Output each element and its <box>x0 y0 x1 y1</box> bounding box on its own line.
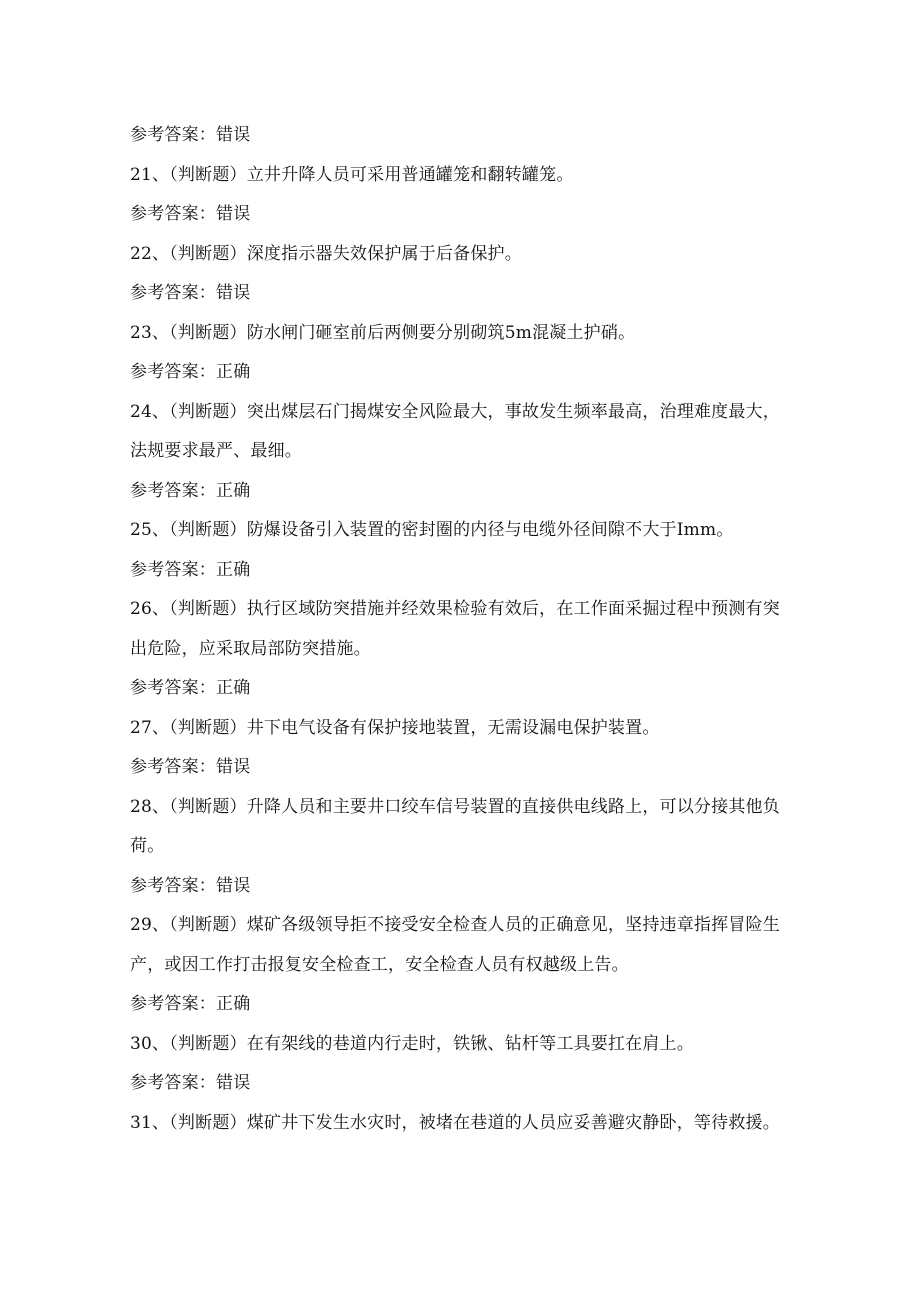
answer-line: 参考答案：错误 <box>130 283 251 303</box>
question-line: 22、（判断题）深度指示器失效保护属于后备保护。 <box>130 243 522 264</box>
question-line: 28、（判断题）升降人员和主要井口绞车信号装置的直接供电线路上，可以分接其他负荷。 <box>130 796 780 856</box>
question-line: 27、（判断题）井下电气设备有保护接地装置，无需设漏电保护装置。 <box>130 717 660 738</box>
answer-line: 参考答案：错误 <box>130 204 251 224</box>
question-line: 30、（判断题）在有架线的巷道内行走时，铁锹、钻杆等工具要扛在肩上。 <box>130 1033 694 1054</box>
answer-line: 参考答案：错误 <box>130 125 251 145</box>
answer-line: 参考答案：正确 <box>130 362 251 382</box>
answer-line: 参考答案：正确 <box>130 559 251 580</box>
question-line: 24、（判断题）突出煤层石门揭煤安全风险最大，事故发生频率最高，治理难度最大，法规要求最严、最细。 <box>130 401 780 461</box>
question-line: 26、（判断题）执行区域防突措施并经效果检验有效后，在工作面采掘过程中预测有突出危险，应采取局部防突措施。 <box>130 599 780 659</box>
question-line: 23、（判断题）防水闸门砸室前后两侧要分别砌筑5m混凝土护硝。 <box>130 322 636 343</box>
document-page <box>130 116 790 1143</box>
answer-line: 参考答案：正确 <box>130 994 251 1014</box>
answer-line: 参考答案：错误 <box>130 757 251 777</box>
question-line: 21、（判断题）立井升降人员可采用普通罐笼和翻转罐笼。 <box>130 164 574 185</box>
question-line: 25、（判断题）防爆设备引入装置的密封圈的内径与电缆外径间隙不大于Imm。 <box>130 520 734 540</box>
question-line: 29、（判断题）煤矿各级领导拒不接受安全检查人员的正确意见，坚持违章指挥冒险生产，或因工作打击报复安全检查工，安全检查人员有权越级上告。 <box>130 915 780 975</box>
answer-line: 参考答案：错误 <box>130 875 251 896</box>
answer-line: 参考答案：正确 <box>130 678 251 698</box>
answer-line: 参考答案：错误 <box>130 1073 251 1093</box>
question-line: 31、（判断题）煤矿井下发生水灾时，被堵在巷道的人员应妥善避灾静卧，等待救援。 <box>130 1112 780 1133</box>
answer-line: 参考答案：正确 <box>130 480 251 501</box>
